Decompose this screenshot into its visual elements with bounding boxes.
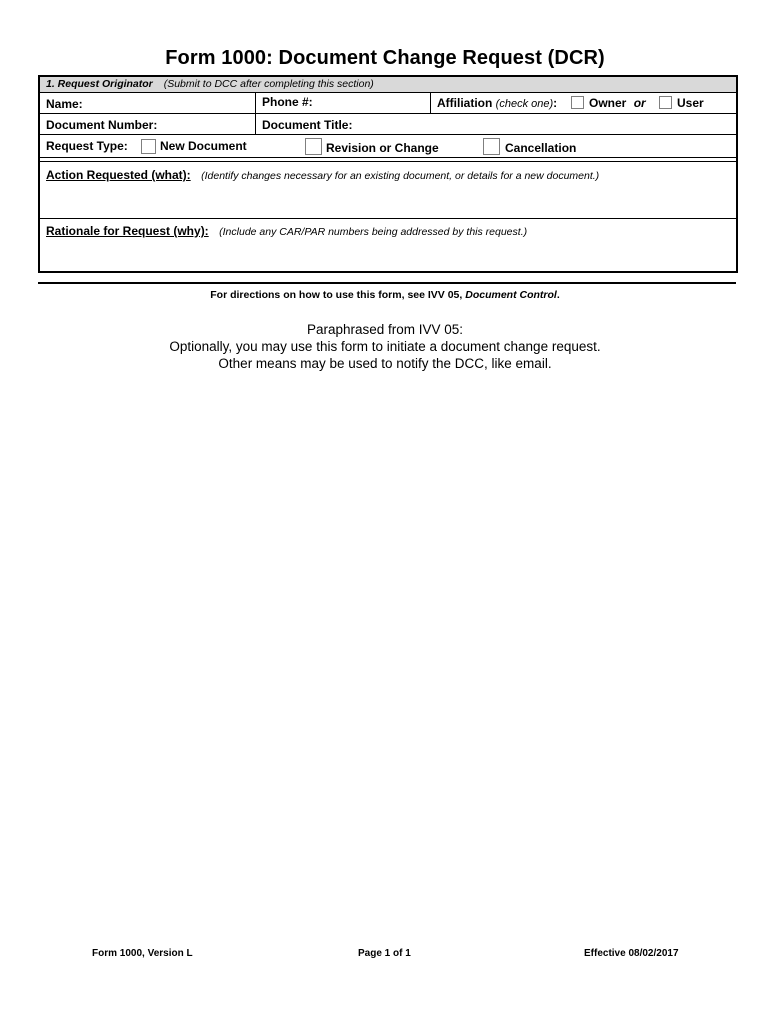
owner-group — [589, 96, 646, 113]
directions-doc-name: Document Control — [465, 289, 557, 301]
footer-form-version: Form 1000, Version L — [92, 948, 193, 959]
affiliation-label: Affiliation — [437, 96, 493, 110]
revision-checkbox[interactable] — [305, 138, 322, 155]
form-title: Form 1000: Document Change Request (DCR) — [165, 47, 605, 69]
cancellation-label: Cancellation — [505, 141, 577, 155]
owner-label: Owner — [589, 96, 627, 110]
new-document-checkbox[interactable] — [141, 139, 156, 154]
action-label: Action Requested (what): — [46, 168, 191, 182]
phone-label: Phone #: — [262, 95, 313, 109]
section-note: (Submit to DCC after completing this section) — [163, 78, 374, 90]
separator-rule — [38, 282, 736, 284]
user-label: User — [677, 96, 704, 110]
rationale-row — [40, 219, 736, 271]
affiliation-colon: : — [553, 96, 558, 110]
doc-title-label: Document Title: — [262, 118, 353, 132]
paraphrase-line-1: Paraphrased from IVV 05: — [306, 322, 464, 337]
directions-suffix: . — [556, 289, 560, 301]
footer-effective: Effective 08/02/2017 — [584, 948, 679, 959]
action-note: (Identify changes necessary for an existing document, or details for a new document.) — [201, 170, 600, 182]
rationale-label: Rationale for Request (why): — [46, 224, 209, 238]
document-row — [40, 114, 736, 135]
footer-page: Page 1 of 1 — [358, 948, 411, 959]
cancellation-checkbox[interactable] — [483, 138, 500, 155]
owner-checkbox[interactable] — [571, 96, 584, 109]
affiliation-note: (check one) — [495, 98, 554, 110]
user-checkbox[interactable] — [659, 96, 672, 109]
originator-row — [40, 93, 736, 114]
request-type-label: Request Type: — [46, 139, 128, 153]
revision-label: Revision or Change — [326, 141, 439, 155]
paraphrase-line-2: Optionally, you may use this form to initiate a document change request. — [169, 339, 601, 354]
directions-prefix: For directions on how to use this form, see IVV 05, — [210, 289, 466, 301]
section-title: 1. Request Originator — [46, 78, 153, 90]
paraphrase-line-3: Other means may be used to notify the DCC, like email. — [218, 356, 552, 371]
section-header — [40, 77, 736, 93]
new-document-label: New Document — [160, 139, 247, 153]
action-row — [40, 161, 736, 219]
request-type-row — [40, 135, 736, 157]
affiliation-group — [437, 96, 557, 113]
doc-number-label: Document Number: — [46, 118, 158, 132]
rationale-note: (Include any CAR/PAR numbers being addressed by this request.) — [219, 226, 528, 238]
dcr-form — [38, 75, 738, 273]
directions-text — [0, 289, 770, 301]
paraphrase-block — [0, 321, 770, 372]
or-text: or — [633, 96, 646, 110]
name-label: Name: — [46, 97, 83, 111]
